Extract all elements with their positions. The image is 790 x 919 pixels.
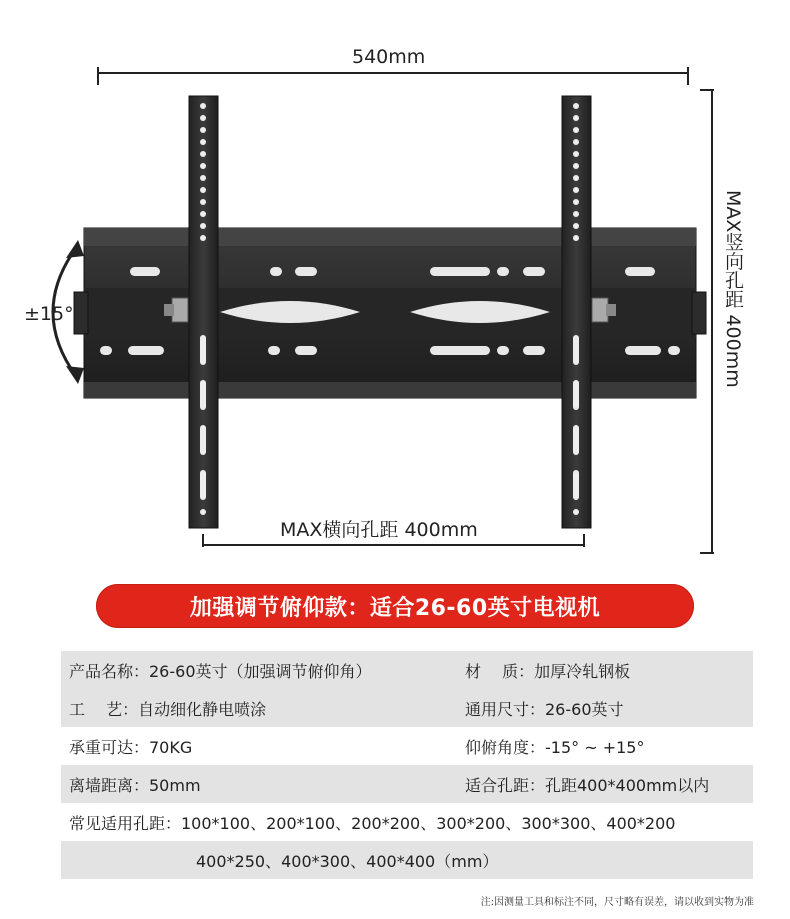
horizontal-hole-label: MAX横向孔距 400mm xyxy=(280,519,478,541)
spec-row xyxy=(61,689,753,727)
spec-product-name: 产品名称：26-60英寸（加强调节俯仰角） xyxy=(69,661,372,681)
footnote: 注:因测量工具和标注不同，尺寸略有误差，请以收到实物为准 xyxy=(480,897,754,908)
spec-wall-distance: 离墙距离：50mm xyxy=(69,775,201,795)
tilt-arrow-down-icon xyxy=(66,366,84,384)
spec-hole-distance: 适合孔距：孔距400*400mm以内 xyxy=(465,775,710,795)
spec-row xyxy=(61,727,753,765)
right-tilt-arm xyxy=(562,96,616,528)
spec-material: 材 质：加厚冷轧钢板 xyxy=(465,661,631,681)
width-label: 540mm xyxy=(352,46,426,68)
tilt-label: ±15° xyxy=(24,303,74,325)
spec-table xyxy=(61,651,753,879)
spec-row xyxy=(61,841,753,879)
spec-common-holes-cont: 400*250、400*300、400*400（mm） xyxy=(196,851,499,871)
width-dimension-line xyxy=(98,67,688,85)
spec-tilt-angle: 仰俯角度：-15° ~ +15° xyxy=(465,737,645,757)
product-banner xyxy=(96,584,694,628)
spec-row xyxy=(61,765,753,803)
spec-row xyxy=(61,803,753,841)
spec-load: 承重可达：70KG xyxy=(69,737,193,757)
vertical-hole-label: MAX竖向孔距 400mm xyxy=(722,190,744,388)
spec-row xyxy=(61,651,753,689)
tilt-arrow-up-icon xyxy=(66,240,84,258)
left-tilt-arm xyxy=(164,96,218,528)
banner-text: 加强调节俯仰款：适合26-60英寸电视机 xyxy=(189,595,601,621)
spec-common-holes: 常见适用孔距：100*100、200*100、200*200、300*200、300*300、400*200 xyxy=(69,813,676,833)
spec-size: 通用尺寸：26-60英寸 xyxy=(465,699,624,719)
spec-process: 工 艺：自动细化静电喷涂 xyxy=(69,699,267,719)
